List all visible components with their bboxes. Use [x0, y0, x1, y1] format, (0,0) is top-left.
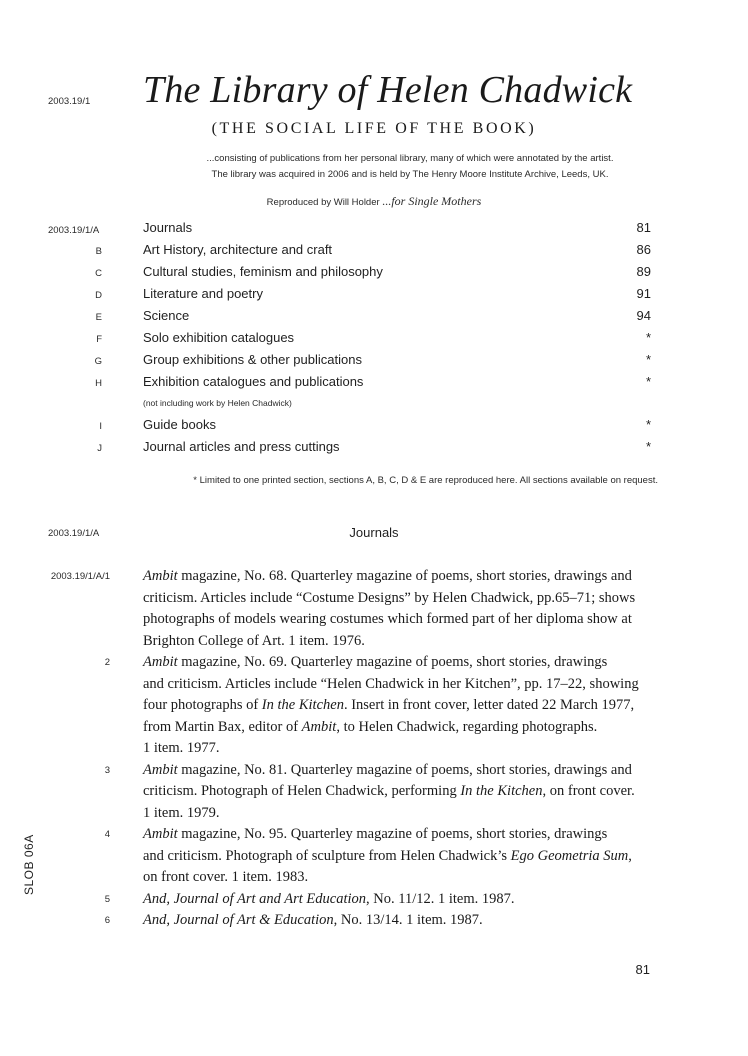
entry-text	[143, 566, 683, 652]
entry-italic-text: Ambit	[143, 761, 178, 778]
entry-plain-text: from Martin Bax, editor of	[143, 718, 302, 735]
entry-text	[143, 652, 683, 760]
entry-italic-text: And, Journal of Art & Education	[143, 912, 334, 928]
toc-label: Literature and poetry	[143, 286, 263, 301]
entry-italic-text: Ambit	[143, 568, 178, 584]
toc-ref: 2003.19/1/A	[48, 225, 100, 236]
entry-line	[143, 846, 683, 868]
entry-line	[143, 588, 683, 610]
entry-plain-text: magazine, No. 95. Quarterley magazine of poems, short stories, drawings	[177, 826, 608, 842]
entry-line	[143, 631, 683, 653]
reproduced-prefix: Reproduced by Will Holder	[266, 197, 380, 208]
toc-label: Art History, architecture and craft	[143, 242, 333, 257]
side-label: SLOB 06A	[22, 834, 36, 895]
entry-plain-text: , No. 13/14. 1 item. 1987.	[333, 912, 483, 928]
toc-page: 91	[636, 286, 651, 301]
entry-text	[143, 760, 683, 825]
toc-row	[0, 352, 748, 372]
reproduced-by	[0, 194, 748, 209]
toc-letter: G	[94, 356, 102, 367]
toc-letter: B	[95, 246, 102, 257]
toc-note: (not including work by Helen Chadwick)	[143, 398, 292, 408]
toc-letter: E	[95, 312, 102, 323]
toc-letter: I	[99, 421, 102, 432]
toc-row	[0, 374, 748, 394]
entry-plain-text: photographs of models wearing costumes which formed part of her diploma show at	[143, 611, 632, 627]
toc-label: Journal articles and press cuttings	[143, 439, 340, 454]
toc-label: Science	[143, 308, 190, 323]
intro-line-1: ...consisting of publications from her personal library, many of which were annotated by the artist.	[206, 153, 614, 164]
entry-line	[143, 889, 683, 911]
entry-line	[143, 781, 683, 803]
toc-row	[0, 330, 748, 350]
entry-plain-text: . Insert in front cover, letter dated 22 March 1977,	[343, 697, 635, 713]
toc-page: *	[645, 352, 651, 367]
section-ref: 2003.19/1/A	[48, 528, 100, 539]
entry-line	[143, 803, 683, 825]
entry-plain-text: , No. 11/12. 1 item. 1987.	[366, 890, 515, 907]
entry-plain-text: four photographs of	[143, 697, 262, 713]
entry-italic-text: In the Kitchen	[261, 697, 344, 713]
toc-letter: D	[95, 290, 102, 301]
entry-number: 2003.19/1/A/1	[50, 571, 110, 582]
entry-plain-text: criticism. Photograph of Helen Chadwick, performing	[143, 783, 461, 799]
entry-italic-text: Ambit	[301, 718, 337, 735]
entry-line	[143, 695, 683, 717]
entry-line	[143, 824, 683, 846]
entry-plain-text: criticism. Articles include “Costume Designs” by Helen Chadwick, pp.65–71; shows	[143, 589, 636, 606]
entry-plain-text: and criticism. Photograph of sculpture from Helen Chadwick’s	[143, 847, 511, 864]
entry-plain-text: 1 item. 1977.	[143, 740, 220, 756]
toc-page: 94	[636, 308, 651, 323]
entry-text	[143, 910, 683, 932]
toc-letter: C	[95, 268, 102, 279]
entry-line	[143, 566, 683, 588]
entry-text	[143, 824, 683, 889]
entry-text	[143, 889, 683, 911]
entry-plain-text: magazine, No. 81. Quarterley magazine of poems, short stories, drawings and	[177, 761, 632, 778]
entry-plain-text: and criticism. Articles include “Helen Chadwick in her Kitchen”, pp. 17–22, showing	[143, 675, 639, 692]
entry-italic-text: In the Kitchen	[460, 783, 543, 799]
entry-plain-text: , to Helen Chadwick, regarding photographs.	[336, 718, 598, 735]
entry-line	[143, 652, 683, 674]
entry-plain-text: Brighton College of Art. 1 item. 1976.	[143, 632, 365, 649]
toc-footnote: * Limited to one printed section, sections A, B, C, D & E are reproduced here. All sections available on request.	[193, 475, 658, 486]
entry-plain-text: magazine, No. 69. Quarterley magazine of poems, short stories, drawings	[177, 654, 608, 670]
toc-row	[0, 286, 748, 306]
reproduced-italic: ...for Single Mothers	[382, 194, 482, 208]
entry-line	[143, 910, 683, 932]
intro-line-2: The library was acquired in 2006 and is held by The Henry Moore Institute Archive, Leeds, UK.	[211, 169, 609, 180]
toc-page: *	[645, 417, 651, 432]
entry-line	[143, 867, 683, 889]
toc-label: Exhibition catalogues and publications	[143, 374, 364, 389]
toc-page: 81	[636, 220, 651, 235]
toc-page: *	[645, 374, 651, 389]
toc-label: Guide books	[143, 417, 216, 432]
toc-row	[0, 417, 748, 437]
toc-row	[0, 242, 748, 262]
entry-plain-text: on front cover. 1 item. 1983.	[143, 869, 309, 885]
entry-number: 3	[104, 764, 110, 776]
toc-page: 89	[636, 264, 651, 279]
toc-row	[0, 439, 748, 459]
toc-label: Group exhibitions & other publications	[143, 352, 362, 367]
entry-number: 6	[104, 915, 110, 926]
entry-number: 4	[104, 829, 110, 840]
entry-line	[143, 760, 683, 782]
toc-letter: F	[96, 334, 102, 345]
entry-plain-text: ,	[628, 847, 632, 864]
entry-plain-text: 1 item. 1979.	[143, 804, 220, 821]
entry-plain-text: , on front cover.	[542, 783, 635, 799]
toc-letter: H	[95, 378, 102, 389]
entry-line	[143, 717, 683, 739]
header-ref: 2003.19/1	[48, 96, 91, 107]
toc-letter: J	[97, 443, 102, 454]
entry-italic-text: And, Journal of Art and Art Education	[143, 890, 367, 907]
toc-label: Cultural studies, feminism and philosophy	[143, 264, 383, 279]
page-subtitle: (THE SOCIAL LIFE OF THE BOOK)	[211, 120, 537, 137]
section-heading: Journals	[349, 525, 399, 540]
entry-number: 5	[104, 893, 110, 905]
entry-number: 2	[104, 657, 110, 668]
page-title: The Library of Helen Chadwick	[143, 69, 633, 111]
toc-row	[0, 220, 748, 240]
entry-line	[143, 609, 683, 631]
entry-plain-text: magazine, No. 68. Quarterley magazine of poems, short stories, drawings and	[177, 568, 632, 584]
toc-label: Solo exhibition catalogues	[143, 330, 295, 345]
entry-line	[143, 674, 683, 696]
toc-page: *	[645, 330, 651, 345]
page-number: 81	[635, 962, 650, 977]
entry-italic-text: Ambit	[143, 826, 178, 842]
entry-italic-text: Ego Geometria Sum	[510, 847, 629, 864]
entry-line	[143, 738, 683, 760]
entry-italic-text: Ambit	[143, 654, 178, 670]
toc-page: 86	[636, 242, 651, 257]
toc-row	[0, 308, 748, 328]
toc-page: *	[645, 439, 651, 454]
toc-row	[0, 264, 748, 284]
toc-label: Journals	[143, 220, 193, 235]
